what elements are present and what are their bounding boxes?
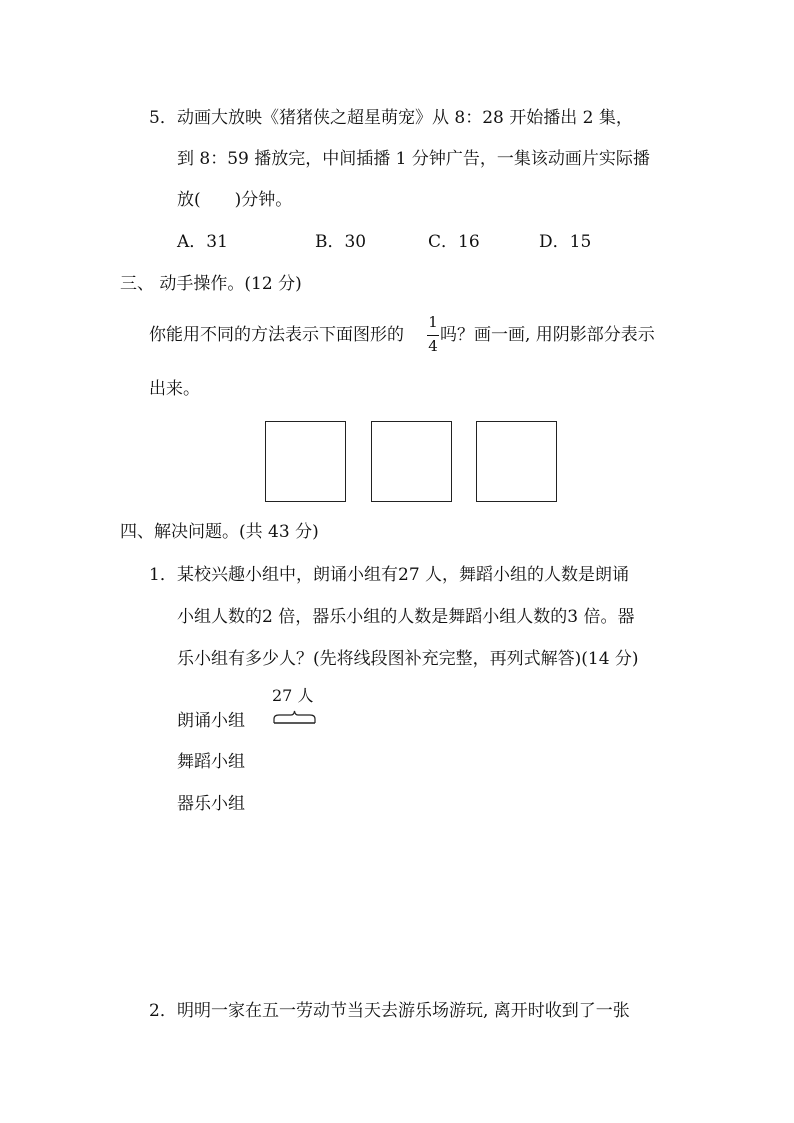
section-4-heading: 四、解决问题。(共 43 分)	[120, 522, 319, 542]
question-2-number: 2．	[149, 1001, 177, 1021]
section-3-heading: 三、 动手操作。(12 分)	[120, 274, 302, 294]
section-3-prompt-before: 你能用不同的方法表示下面图形的	[149, 325, 404, 345]
drawing-square-2[interactable]	[371, 421, 452, 502]
question-1-line-1: 某校兴趣小组中，朗诵小组有27 人，舞蹈小组的人数是朗诵	[177, 565, 630, 585]
drawing-square-1[interactable]	[265, 421, 346, 502]
question-5-line-3: 放( )分钟。	[177, 190, 293, 210]
option-c: C．16	[428, 232, 480, 252]
fraction-bar	[427, 335, 439, 336]
fraction-numerator: 1	[428, 313, 438, 331]
option-a: A．31	[177, 232, 228, 252]
question-5-line-1: 动画大放映《猪猪侠之超星萌宠》从 8：28 开始播出 2 集，	[177, 108, 633, 128]
option-b: B．30	[315, 232, 367, 252]
diagram-row-recitation: 朗诵小组	[177, 711, 245, 731]
question-5-number: 5．	[149, 108, 177, 128]
segment-bracket	[273, 710, 316, 724]
segment-label: 27 人	[272, 686, 314, 705]
section-3-prompt-after: 吗？画一画, 用阴影部分表示	[440, 325, 655, 345]
fraction-denominator: 4	[428, 337, 438, 355]
question-2-line-1: 明明一家在五一劳动节当天去游乐场游玩, 离开时收到了一张	[177, 1001, 630, 1021]
question-1-line-3: 乐小组有多少人？(先将线段图补充完整，再列式解答)(14 分)	[177, 649, 639, 669]
diagram-row-dance: 舞蹈小组	[177, 752, 245, 772]
drawing-square-3[interactable]	[476, 421, 557, 502]
diagram-row-instrument: 器乐小组	[177, 794, 245, 814]
question-1-number: 1．	[149, 565, 177, 585]
question-1-line-2: 小组人数的2 倍，器乐小组的人数是舞蹈小组人数的3 倍。器	[177, 607, 635, 627]
section-3-prompt-line-2: 出来。	[149, 379, 200, 399]
option-d: D．15	[539, 232, 592, 252]
question-5-line-2: 到 8：59 播放完，中间插播 1 分钟广告，一集该动画片实际播	[177, 149, 650, 169]
